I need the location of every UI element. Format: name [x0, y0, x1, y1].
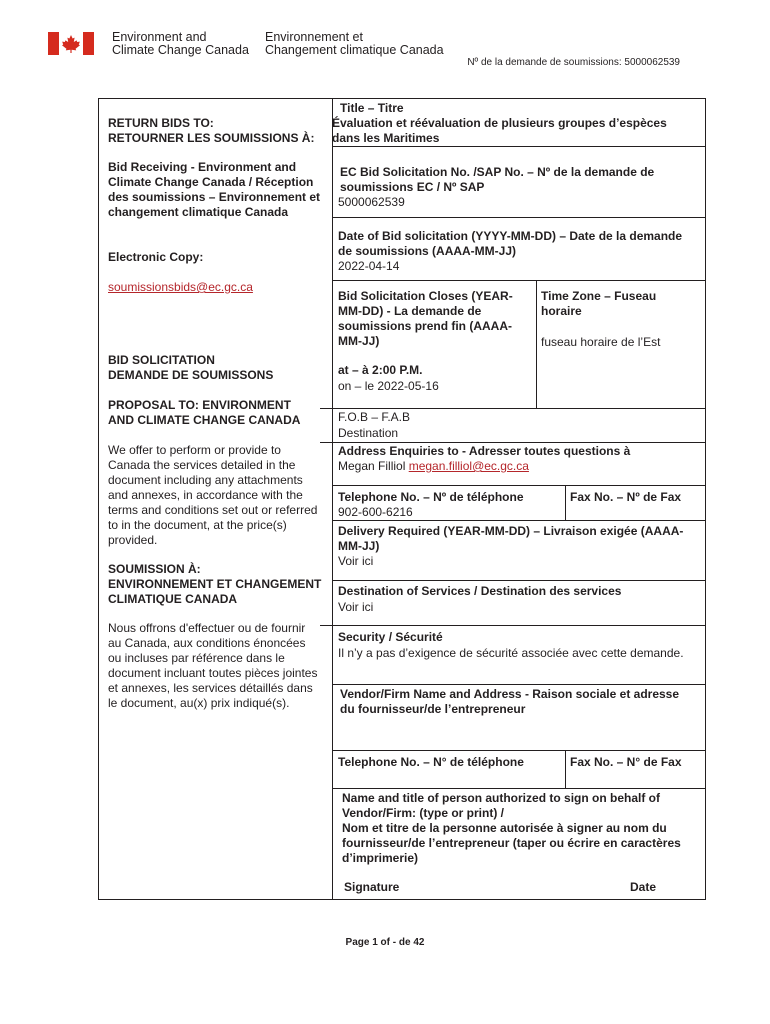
org-name-fr: Environnement et Changement climatique Canada — [265, 30, 444, 57]
return-bids-label-fr: RETOURNER LES SOUMISSIONS À: — [108, 131, 315, 145]
delivery-label: Delivery Required (YEAR-MM-DD) – Livraison exigée (AAAA- MM-JJ) — [338, 524, 684, 553]
title-label: Title – Titre — [340, 101, 404, 115]
divider — [565, 750, 566, 788]
solicitation-date-value: 2022-04-14 — [338, 259, 400, 273]
enquiries-contact — [338, 459, 529, 474]
proposal-to-heading: PROPOSAL TO: ENVIRONMENT AND CLIMATE CHANGE CANADA — [108, 398, 301, 427]
destination-label: Destination of Services / Destination des services — [338, 584, 622, 598]
org-name-en: Environment and Climate Change Canada — [112, 30, 249, 57]
enquiries-label: Address Enquiries to - Adresser toutes questions à — [338, 444, 631, 458]
contact-name: Megan Filliol — [338, 459, 406, 473]
title-value: Évaluation et réévaluation de plusieurs groupes d’espèces dans les Maritimes — [332, 116, 667, 145]
divider — [332, 684, 706, 685]
delivery-value: Voir ici — [338, 554, 374, 568]
divider — [332, 580, 706, 581]
closing-date-label: Bid Solicitation Closes (YEAR- MM-DD) - La demande de soumissions prend fin (AAAA- MM-JJ) — [338, 289, 513, 348]
closing-date-value: on – le 2022-05-16 — [338, 379, 439, 393]
signature-date-label: Date — [630, 880, 657, 894]
security-value: Il n’y a pas d’exigence de sécurité associée avec cette demande. — [338, 646, 684, 660]
divider — [332, 788, 706, 789]
column-divider — [332, 98, 333, 900]
divider — [332, 217, 706, 218]
fob-value: Destination — [338, 426, 399, 440]
divider — [332, 625, 706, 626]
fax-label: Fax No. – Nº de Fax — [570, 490, 682, 504]
authorized-person-label: Name and title of person authorized to sign on behalf of Vendor/Firm: (type or print) / Nom et titre de la personne autorisée à signer au nom du fournisseur/de l’entrepreneur (taper ou écrire en caractères d’imprimerie) — [342, 791, 681, 865]
signature-label: Signature — [344, 880, 400, 894]
destination-value: Voir ici — [338, 600, 374, 614]
divider — [320, 408, 332, 409]
bid-solicitation-heading: BID SOLICITATION DEMANDE DE SOUMISSONS — [108, 353, 274, 382]
fob-label: F.O.B – F.A.B — [338, 410, 411, 424]
offer-text-en: We offer to perform or provide to Canada the services detailed in the document including any attachments and annexes, in accordance with the terms and conditions set out or referred to in the document, at the price(s) provided. — [108, 443, 318, 547]
sap-number-value: 5000062539 — [338, 195, 405, 209]
bid-receiving-address: Bid Receiving - Environment and Climate Change Canada / Réception des soumissions – Environnement et changement climatique Canada — [108, 160, 321, 219]
security-label: Security / Sécurité — [338, 630, 443, 644]
electronic-copy-label: Electronic Copy: — [108, 250, 204, 264]
divider — [320, 442, 332, 443]
telephone-label: Telephone No. – Nº de téléphone — [338, 490, 524, 504]
divider — [332, 750, 706, 751]
divider — [332, 280, 706, 281]
time-zone-value: fuseau horaire de l’Est — [541, 335, 661, 349]
return-bids-label-en: RETURN BIDS TO: — [108, 116, 214, 130]
sap-number-label: EC Bid Solicitation No. /SAP No. – Nº de la demande de soumissions EC / Nº SAP — [340, 165, 655, 194]
offer-text-fr: Nous offrons d'effectuer ou de fournir au Canada, aux conditions énoncées ou incluses par référence dans le document incluant toutes pièces jointes et annexes, les services détaillés dans le document, au(x) prix indiqué(s). — [108, 621, 318, 710]
soumission-heading: SOUMISSION À: ENVIRONNEMENT ET CHANGEMENT CLIMATIQUE CANADA — [108, 562, 322, 606]
contact-email-link[interactable]: megan.filliol@ec.gc.ca — [408, 459, 529, 473]
divider — [332, 520, 706, 521]
closing-time: at – à 2:00 P.M. — [338, 363, 423, 377]
bids-email-link[interactable]: soumissionsbids@ec.gc.ca — [108, 280, 253, 294]
divider — [536, 280, 537, 408]
divider — [332, 146, 706, 147]
divider — [565, 485, 566, 520]
solicitation-date-label: Date of Bid solicitation (YYYY-MM-DD) – Date de la demande de soumissions (AAAA-MM-JJ) — [338, 229, 683, 258]
time-zone-label: Time Zone – Fuseau horaire — [541, 289, 657, 318]
solicitation-reference: Nº de la demande de soumissions: 5000062539 — [467, 57, 680, 68]
divider — [332, 408, 706, 409]
telephone-value: 902-600-6216 — [338, 505, 413, 519]
vendor-telephone-label: Telephone No. – N° de téléphone — [338, 755, 524, 769]
canada-flag-icon — [48, 32, 94, 55]
page-number: Page 1 of - de 42 — [345, 937, 425, 948]
divider — [332, 485, 706, 486]
divider — [320, 625, 332, 626]
vendor-fax-label: Fax No. – N° de Fax — [570, 755, 682, 769]
vendor-label: Vendor/Firm Name and Address - Raison sociale et adresse du fournisseur/de l’entrepreneur — [340, 687, 680, 716]
divider — [332, 442, 706, 443]
